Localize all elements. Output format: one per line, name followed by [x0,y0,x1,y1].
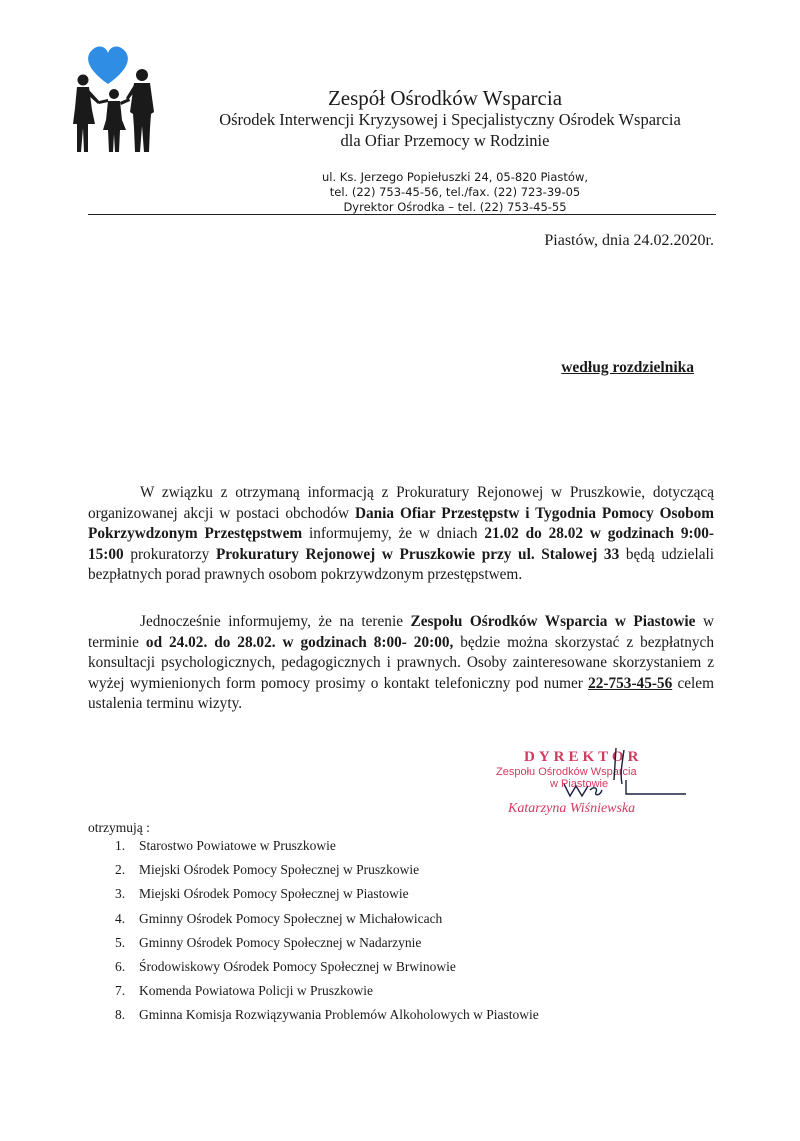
phone-line: tel. (22) 753-45-56, tel./fax. (22) 723-39-05 [329,185,581,199]
family-silhouette-icon [73,69,154,152]
paragraph-2: Jednocześnie informujemy, że na terenie Zespołu Ośrodków Wsparcia w Piastowie w terminie od 24.02. do 28.02. w godzinach 8:00- 20:00, będzie można skorzystać z bezpłatnych konsultacji psychologicznych, pedagogicznych i prawnych. Osoby zainteresowane skorzystaniem z wyżej wymienionych form pomocy prosimy o kontakt telefoniczny pod numer 22-753-45-56 celem ustalenia terminu wizyty. [88,613,715,712]
contact-phone-number: 22-753-45-56 [588,674,673,692]
distribution-list [115,834,539,1028]
list-item: 1. Starostwo Powiatowe w Pruszkowie [115,838,336,853]
list-item: 4. Gminny Ośrodek Pomocy Społecznej w Michałowicach [115,910,443,926]
stamp-city: w Piastowie [550,778,609,790]
list-item: 2. Miejski Ośrodek Pomocy Społecznej w Pruszkowie [115,862,420,878]
family-heart-logo [62,38,170,158]
distribution-heading: otrzymują : [88,820,150,835]
list-item: 5. Gminny Ośrodek Pomocy Społecznej w Nadarzynie [115,934,422,950]
list-item: 6. Środowiskowy Ośrodek Pomocy Społecznej w Brwinowie [115,958,456,974]
recipient-line: według rozdzielnika [561,359,694,376]
list-item: 7. Komenda Powiatowa Policji w Pruszkowie [115,983,373,999]
list-item: 3. Miejski Ośrodek Pomocy Społecznej w Piastowie [115,886,409,902]
org-name: Zespół Ośrodków Wsparcia [327,86,563,110]
director-name: Katarzyna Wiśniewska [508,801,636,816]
stamp-org: Zespołu Ośrodków Wsparcia [496,766,637,778]
org-subtitle-line1: Ośrodek Interwencji Kryzysowej i Specjalistyczny Ośrodek Wsparcia [219,110,681,129]
list-item: 8. Gminna Komisja Rozwiązywania Problemów Alkoholowych w Piastowie [115,1007,539,1023]
address-line: ul. Ks. Jerzego Popiełuszki 24, 05-820 Piastów, [321,170,589,184]
director-phone-line: Dyrektor Ośrodka – tel. (22) 753-45-55 [343,200,567,214]
stamp-title: DYREKTOR [524,749,643,765]
paragraph-1: W związku z otrzymaną informacją z Prokuratury Rejonowej w Pruszkowie, dotyczącą organizowanej akcji w postaci obchodów Dania Ofiar Przestępstw i Tygodnia Pomocy Osobom Pokrzywdzonym Przestępstwem informujemy, że w dniach 21.02 do 28.02 w godzinach 9:00-15:00 prokuratorzy Prokuratury Rejonowej w Pruszkowie przy ul. Stalowej 33 będą udzielali bezpłatnych porad prawnych osobom pokrzywdzonym przestępstwem. [88,484,715,583]
heart-icon [88,46,128,84]
header-divider [88,214,716,215]
letter-date: Piastów, dnia 24.02.2020r. [544,232,714,249]
org-subtitle-line2: dla Ofiar Przemocy w Rodzinie [340,131,550,150]
